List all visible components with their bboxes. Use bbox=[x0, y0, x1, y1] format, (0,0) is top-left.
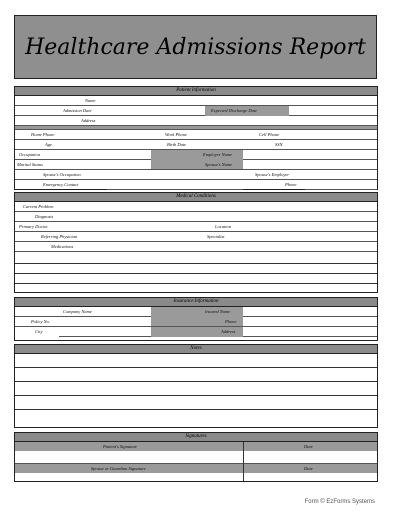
label-name: Name bbox=[85, 98, 96, 103]
footer-note: Form © EzForms Systems bbox=[304, 499, 375, 505]
field-diagnosis[interactable] bbox=[59, 212, 377, 222]
row-policy bbox=[15, 317, 377, 327]
notes-section bbox=[14, 344, 378, 428]
label-phone: Phone bbox=[285, 182, 297, 187]
label-policy-no: Policy No. bbox=[31, 319, 50, 324]
notes-line-1[interactable] bbox=[15, 367, 377, 368]
row-age bbox=[15, 140, 377, 150]
row-emergency bbox=[15, 180, 377, 190]
row-current-problem bbox=[15, 202, 377, 212]
label-guardian-signature: Spouse or Guardian Signature bbox=[91, 466, 146, 471]
label-work-phone: Work Phone bbox=[165, 132, 187, 137]
field-current-problem[interactable] bbox=[79, 202, 377, 212]
field-location[interactable] bbox=[241, 222, 377, 232]
row-referring bbox=[15, 232, 377, 242]
field-emergency-contact[interactable] bbox=[107, 180, 243, 190]
row-primary-doctor bbox=[15, 222, 377, 232]
label-insured-name: Insured Name bbox=[205, 309, 231, 314]
insurance-section-header: Insurance Information bbox=[15, 298, 377, 307]
date1-cell bbox=[244, 442, 377, 451]
field-specialist[interactable] bbox=[241, 232, 377, 242]
label-insurance-phone: Phone bbox=[225, 319, 237, 324]
label-birth-date: Birth Date bbox=[167, 142, 187, 147]
field-medications[interactable] bbox=[107, 242, 377, 252]
medical-section bbox=[14, 192, 378, 293]
label-spouse-name: Spouse's Name bbox=[205, 162, 233, 167]
expected-discharge-cell bbox=[205, 106, 289, 116]
row-admission bbox=[15, 106, 377, 116]
label-cell-phone: Cell Phone bbox=[259, 132, 280, 137]
label-address: Address bbox=[81, 118, 96, 123]
field-home-phone[interactable] bbox=[59, 130, 151, 140]
row-name bbox=[15, 96, 377, 106]
label-primary-doctor: Primary Doctor bbox=[19, 224, 48, 229]
field-policy-no[interactable] bbox=[59, 317, 151, 327]
label-admission-date: Admission Date bbox=[63, 108, 92, 113]
row-phones bbox=[15, 130, 377, 140]
label-employer-name: Employer Name bbox=[203, 152, 233, 157]
label-patient-signature: Patient's Signature bbox=[103, 444, 138, 449]
label-medications: Medications bbox=[51, 244, 74, 249]
field-referring-physician[interactable] bbox=[107, 232, 199, 242]
guardian-signature-cell bbox=[15, 464, 243, 473]
field-employer-name[interactable] bbox=[243, 150, 377, 160]
field-date-1[interactable] bbox=[244, 451, 377, 464]
notes-line-3[interactable] bbox=[15, 395, 377, 396]
label-location: Location bbox=[215, 224, 232, 229]
row-address bbox=[15, 116, 377, 126]
label-spouse-employer: Spouse's Employer bbox=[255, 172, 290, 177]
label-ssn: SSN bbox=[275, 142, 283, 147]
field-birth-date[interactable] bbox=[195, 140, 257, 150]
title-banner bbox=[14, 15, 377, 79]
row-medications bbox=[15, 242, 377, 252]
field-ssn[interactable] bbox=[289, 140, 377, 150]
row-spouse bbox=[15, 170, 377, 180]
field-occupation[interactable] bbox=[59, 150, 151, 160]
notes-line-4[interactable] bbox=[15, 409, 377, 410]
label-current-problem: Current Problem bbox=[23, 204, 54, 209]
insurance-section bbox=[14, 297, 378, 341]
signatures-section-header: Signatures bbox=[15, 433, 377, 442]
row-occupation bbox=[15, 150, 377, 160]
date2-cell bbox=[244, 464, 377, 473]
row-city bbox=[15, 327, 377, 337]
label-specialist: Specialist bbox=[207, 234, 225, 239]
field-insurance-address[interactable] bbox=[243, 327, 377, 337]
medical-blank-line-3[interactable] bbox=[15, 283, 377, 284]
label-date-1: Date bbox=[304, 444, 313, 449]
label-company-name: Company Name bbox=[63, 309, 92, 314]
label-occupation: Occupation bbox=[19, 152, 40, 157]
field-address[interactable] bbox=[107, 116, 377, 126]
field-spouse-name[interactable] bbox=[243, 160, 377, 170]
signatures-section bbox=[14, 432, 378, 482]
label-expected-discharge: Expected Discharge Date bbox=[211, 108, 258, 113]
medical-section-header: Medical Conditions bbox=[15, 193, 377, 202]
label-emergency-contact: Emergency Contact bbox=[43, 182, 79, 187]
field-date-2[interactable] bbox=[244, 473, 377, 481]
field-marital-status[interactable] bbox=[59, 160, 151, 170]
field-insurance-phone[interactable] bbox=[243, 317, 377, 327]
page-title: Healthcare Admissions Report bbox=[25, 34, 366, 60]
patient-signature-cell bbox=[15, 442, 243, 451]
field-patient-signature[interactable] bbox=[15, 451, 243, 464]
patient-section bbox=[14, 86, 378, 190]
label-spouse-occupation: Spouse's Occupation bbox=[43, 172, 81, 177]
field-work-phone[interactable] bbox=[195, 130, 257, 140]
label-diagnosis: Diagnosis bbox=[35, 214, 54, 219]
notes-section-header: Notes bbox=[15, 345, 377, 354]
label-insurance-address: Address bbox=[221, 329, 236, 334]
field-insured-name[interactable] bbox=[243, 307, 377, 317]
field-city[interactable] bbox=[59, 327, 151, 337]
field-age[interactable] bbox=[59, 140, 151, 150]
field-spouse-employer[interactable] bbox=[305, 170, 377, 180]
medical-blank-line-2[interactable] bbox=[15, 273, 377, 274]
label-date-2: Date bbox=[304, 466, 313, 471]
label-home-phone: Home Phone bbox=[31, 132, 55, 137]
label-age: Age bbox=[45, 142, 52, 147]
field-primary-doctor[interactable] bbox=[59, 222, 199, 232]
signature-divider bbox=[243, 442, 244, 481]
row-company bbox=[15, 307, 377, 317]
notes-line-2[interactable] bbox=[15, 381, 377, 382]
row-diagnosis bbox=[15, 212, 377, 222]
row-marital bbox=[15, 160, 377, 170]
field-cell-phone[interactable] bbox=[289, 130, 377, 140]
patient-section-header: Patient Information bbox=[15, 87, 377, 96]
field-admission-date[interactable] bbox=[107, 106, 205, 116]
medical-blank-line-1[interactable] bbox=[15, 263, 377, 264]
label-city: City bbox=[35, 329, 43, 334]
label-marital-status: Marital Status bbox=[17, 162, 43, 167]
field-name[interactable] bbox=[107, 96, 377, 106]
field-guardian-signature[interactable] bbox=[15, 473, 243, 481]
field-spouse-occupation[interactable] bbox=[107, 170, 243, 180]
label-referring-physician: Referring Physician bbox=[41, 234, 78, 239]
field-expected-discharge[interactable] bbox=[289, 106, 377, 116]
field-emergency-phone[interactable] bbox=[305, 180, 377, 190]
